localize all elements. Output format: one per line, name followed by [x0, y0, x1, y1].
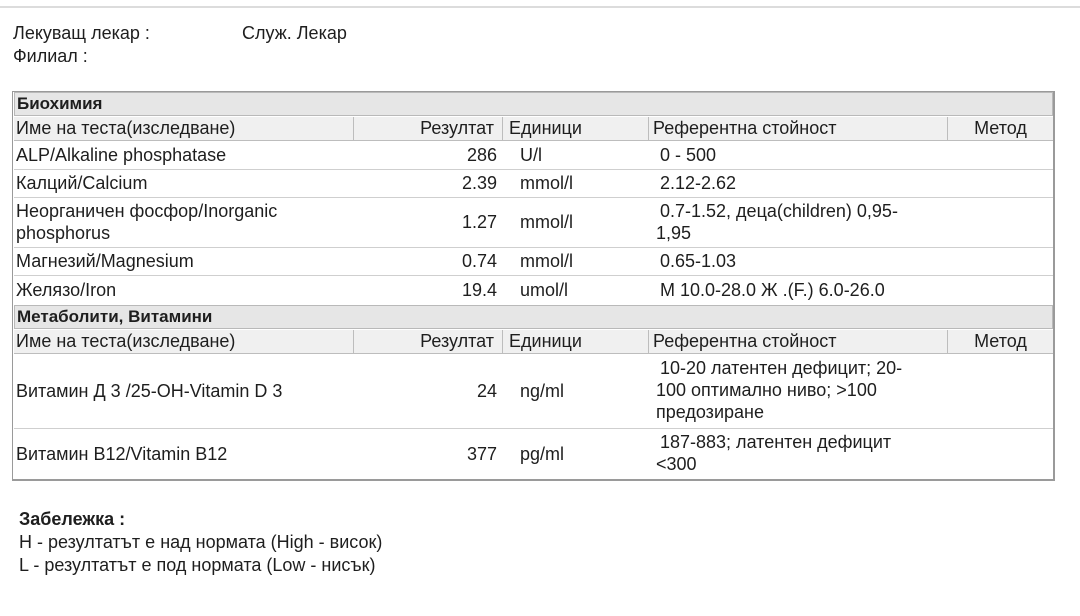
- test-units: mmol/l: [520, 212, 573, 232]
- test-units: U/l: [520, 145, 542, 165]
- test-name: Магнезий/Magnesium: [16, 251, 194, 271]
- branch-row: [13, 45, 347, 68]
- test-units: umol/l: [520, 280, 569, 300]
- test-reference: М 10.0-28.0 Ж .(F.) 6.0-26.0: [660, 280, 885, 300]
- column-header-method: Метод: [948, 330, 1053, 354]
- row-divider: [14, 428, 1053, 429]
- test-result: 2.39: [461, 173, 497, 193]
- row-divider: [14, 275, 1053, 276]
- test-reference: 187-883; латентен дефицит <300: [656, 432, 892, 474]
- column-header-units: Единици: [503, 117, 649, 141]
- test-units: mmol/l: [520, 173, 573, 193]
- column-header-test: Име на теста(изследване): [14, 330, 354, 354]
- test-result: 377: [466, 444, 497, 464]
- column-header-test: Име на теста(изследване): [14, 117, 354, 141]
- doctor-row: [13, 22, 347, 45]
- note-low: L - резултатът е под нормата (Low - нисък): [19, 555, 376, 575]
- column-header-units: Единици: [503, 330, 649, 354]
- test-name: Витамин B12/Vitamin B12: [16, 444, 228, 464]
- test-reference: 0.65-1.03: [660, 251, 737, 271]
- note-title: Забележка :: [19, 509, 126, 529]
- column-header-result: Резултат: [354, 117, 503, 141]
- test-result: 19.4: [461, 280, 497, 300]
- test-reference: 10-20 латентен дефицит; 20-100 оптимално ниво; >100 предозиране: [656, 358, 903, 422]
- test-reference: 0.7-1.52, деца(children) 0,95-1,95: [656, 201, 898, 243]
- note-high: H - резултатът е над нормата (High - висок): [19, 532, 383, 552]
- test-result: 286: [466, 145, 497, 165]
- row-divider: [14, 197, 1053, 198]
- test-result: 1.27: [461, 212, 497, 232]
- branch-label: Филиал :: [13, 46, 88, 66]
- legend-note: [19, 508, 382, 577]
- test-units: ng/ml: [520, 381, 565, 401]
- test-units: mmol/l: [520, 251, 573, 271]
- test-result: 0.74: [461, 251, 497, 271]
- test-units: pg/ml: [520, 444, 565, 464]
- column-header-reference: Референтна стойност: [649, 330, 948, 354]
- column-header-reference: Референтна стойност: [649, 117, 948, 141]
- test-result: 24: [476, 381, 497, 401]
- column-header-method: Метод: [948, 117, 1053, 141]
- report-header: [13, 22, 347, 68]
- test-name: Неорганичен фосфор/Inorganic phosphorus: [16, 201, 278, 243]
- section-title-metabolites: Метаболити, Витамини: [14, 305, 1053, 329]
- row-divider: [14, 169, 1053, 170]
- doctor-value: Служ. Лекар: [242, 23, 347, 43]
- test-reference: 0 - 500: [660, 145, 717, 165]
- row-divider: [14, 247, 1053, 248]
- test-reference: 2.12-2.62: [660, 173, 737, 193]
- doctor-label: Лекуващ лекар :: [13, 23, 150, 43]
- section-title-biochemistry: Биохимия: [14, 92, 1053, 116]
- top-divider: [0, 6, 1080, 8]
- test-name: Витамин Д 3 /25-OH-Vitamin D 3: [16, 381, 283, 401]
- test-name: Калций/Calcium: [16, 173, 148, 193]
- test-name: Желязо/Iron: [16, 280, 117, 300]
- test-name: ALP/Alkaline phosphatase: [16, 145, 227, 165]
- column-header-result: Резултат: [354, 330, 503, 354]
